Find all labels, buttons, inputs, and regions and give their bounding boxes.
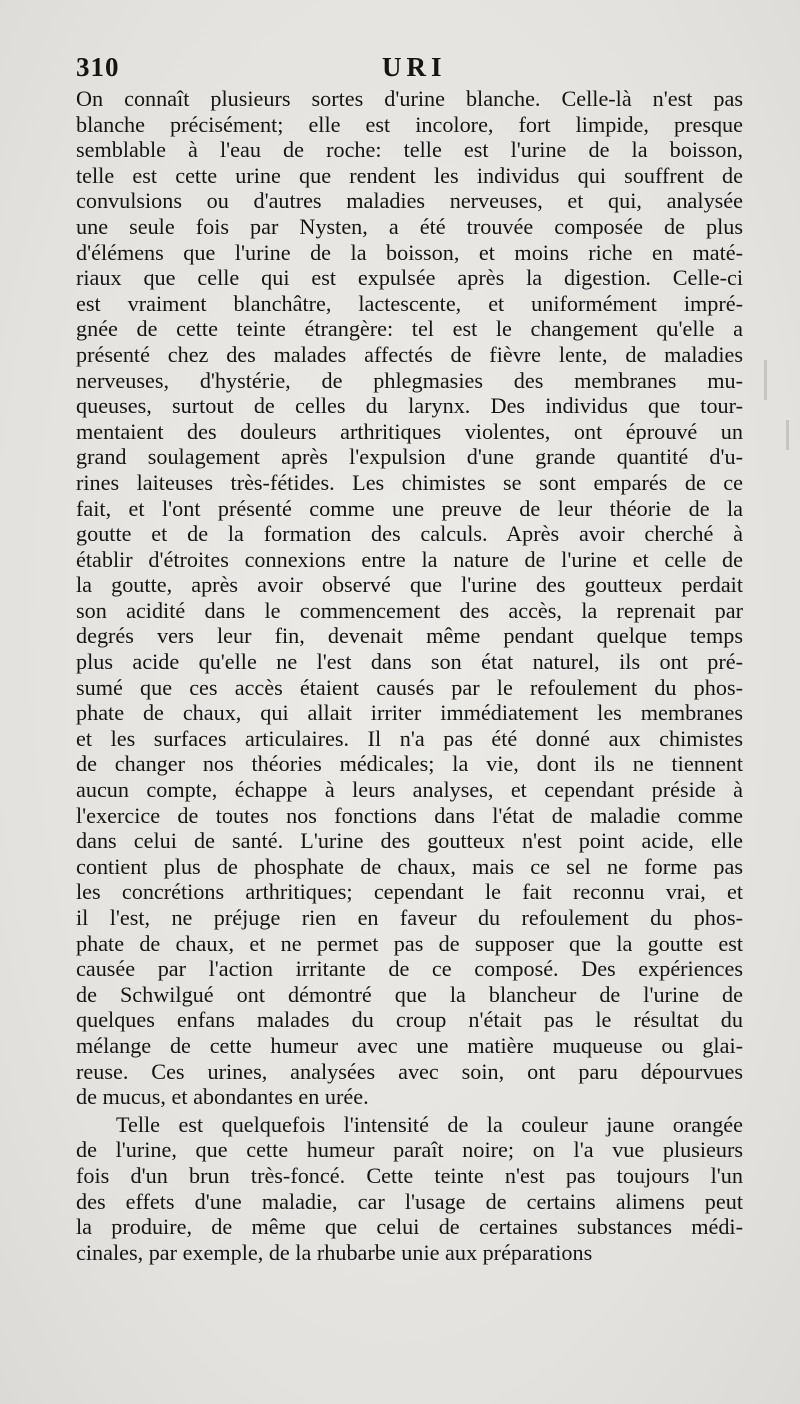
text-line: riaux que celle qui est expulsée après la digestion. Celle-ci [76,265,743,291]
text-line: causée par l'action irritante de ce composé. Des expériences [76,956,743,982]
text-line: grand soulagement après l'expulsion d'une grande quantité d'u- [76,444,743,470]
text-line: mentaient des douleurs arthritiques violentes, ont éprouvé un [76,418,743,444]
text-line: la goutte, après avoir observé que l'urine des goutteux perdait [76,572,743,598]
text-line: présenté chez des malades affectés de fièvre lente, de maladies [76,341,743,367]
text-line: il l'est, ne préjuge rien en faveur du refoulement du phos- [76,905,743,930]
text-line: d'élémens que l'urine de la boisson, et moins riche en maté- [76,239,743,265]
text-line: gnée de cette teinte étrangère: tel est le changement qu'elle a [76,316,743,342]
text-line: de changer nos théories médicales; la vie, dont ils ne tiennent [76,751,743,777]
text-line: semblable à l'eau de roche: telle est l'urine de la boisson, [76,137,743,163]
text-line: aucun compte, échappe à leurs analyses, et cependant préside à [76,777,743,803]
text-line: de l'urine, que cette humeur paraît noire; on l'a vue plusieurs [76,1137,743,1163]
page-edge-mark [786,420,789,450]
body-text [76,86,743,1265]
text-line: de mucus, et abondantes en urée. [76,1084,369,1110]
text-line: fois d'un brun très-foncé. Cette teinte n'est pas toujours l'un [76,1162,743,1188]
text-line: les concrétions arthritiques; cependant le fait reconnu vrai, et [76,879,743,905]
running-head: URI [382,52,447,82]
text-line: cinales, par exemple, de la rhubarbe unie aux préparations [76,1239,593,1265]
text-line: mélange de cette humeur avec une matière muqueuse ou glai- [76,1032,743,1058]
text-line: phate de chaux, et ne permet pas de supposer que la goutte est [76,930,743,956]
page-number: 310 [76,52,120,82]
page-edge-mark [764,360,767,400]
text-line: la produire, de même que celui de certaines substances médi- [76,1214,743,1240]
text-line: rines laiteuses très-fétides. Les chimistes se sont emparés de ce [76,469,743,495]
text-line: contient plus de phosphate de chaux, mais ce sel ne forme pas [76,853,743,879]
paragraph [76,86,743,1110]
text-line: blanche précisément; elle est incolore, fort limpide, presque [76,111,743,137]
text-line: fait, et l'ont présenté comme une preuve de leur théorie de la [76,495,743,521]
text-line: degrés vers leur fin, devenait même pendant quelque temps [76,623,743,649]
paragraph [76,1112,743,1266]
text-line: est vraiment blanchâtre, lactescente, et uniformément impré- [76,290,743,316]
text-line: Telle est quelquefois l'intensité de la couleur jaune orangée [116,1111,743,1137]
text-line: son acidité dans le commencement des accès, la reprenait par [76,597,743,623]
text-line: établir d'étroites connexions entre la nature de l'urine et celle de [76,546,743,572]
text-line: convulsions ou d'autres maladies nerveuses, et qui, analysée [76,188,743,214]
text-line: On connaît plusieurs sortes d'urine blanche. Celle-là n'est pas [76,86,743,111]
text-line: telle est cette urine que rendent les individus qui souffrent de [76,162,743,188]
text-line: des effets d'une maladie, car l'usage de certains alimens peut [76,1188,743,1214]
text-line: goutte et de la formation des calculs. Après avoir cherché à [76,521,743,547]
text-line: dans celui de santé. L'urine des goutteux n'est point acide, elle [76,828,743,854]
text-line: de Schwilgué ont démontré que la blancheur de l'urine de [76,981,743,1007]
text-line: queuses, surtout de celles du larynx. Des individus que tour- [76,393,743,419]
text-line: l'exercice de toutes nos fonctions dans l'état de maladie comme [76,802,743,828]
text-line: phate de chaux, qui allait irriter immédiatement les membranes [76,700,743,726]
text-line: une seule fois par Nysten, a été trouvée composée de plus [76,213,743,239]
text-line: plus acide qu'elle ne l'est dans son état naturel, ils ont pré- [76,649,743,675]
page-header [76,52,743,86]
text-line: reuse. Ces urines, analysées avec soin, ont paru dépourvues [76,1058,743,1084]
text-line: et les surfaces articulaires. Il n'a pas été donné aux chimistes [76,725,743,751]
text-line: sumé que ces accès étaient causés par le refoulement du phos- [76,674,743,700]
text-line: quelques enfans malades du croup n'était pas le résultat du [76,1007,743,1033]
text-line: nerveuses, d'hystérie, de phlegmasies des membranes mu- [76,367,743,393]
